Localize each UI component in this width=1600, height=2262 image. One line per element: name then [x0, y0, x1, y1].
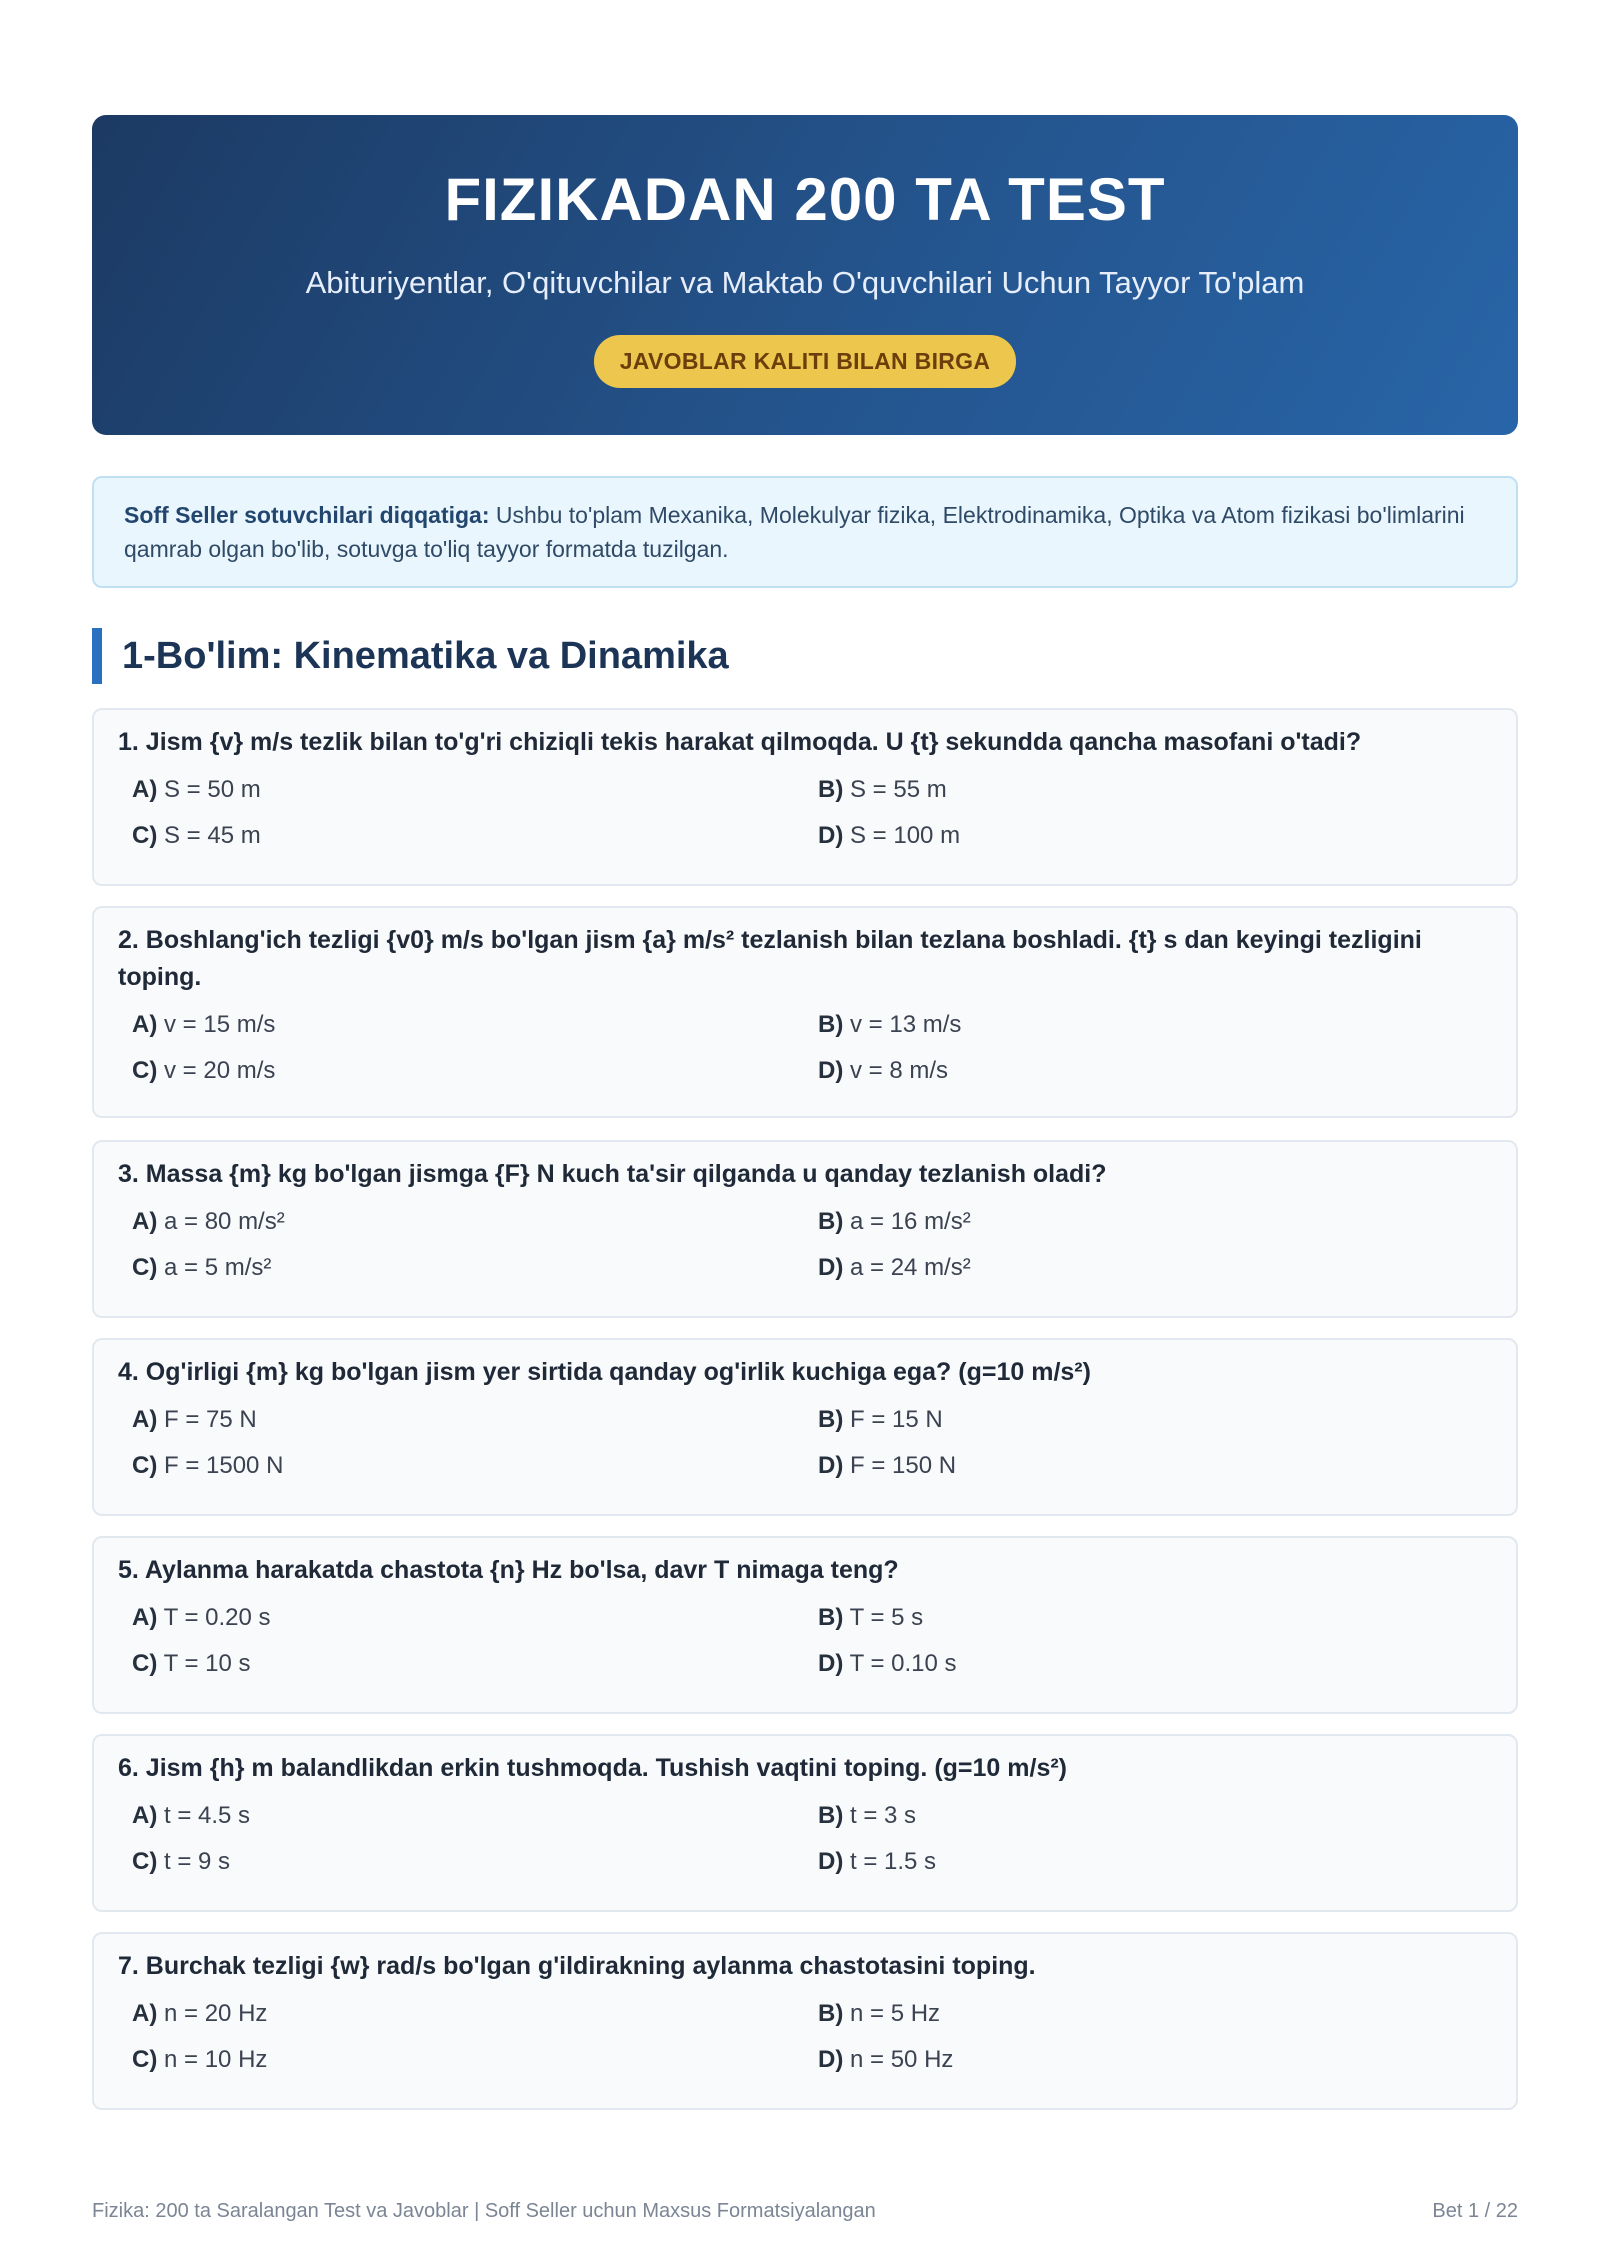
section-title: 1-Bo'lim: Kinematika va Dinamika — [92, 628, 1518, 684]
notice-label: Soff Seller sotuvchilari diqqatiga: — [124, 502, 490, 528]
option-d: D) T = 0.10 s — [818, 1650, 957, 1677]
question-card-1 — [92, 708, 1518, 886]
question-card-7 — [92, 1932, 1518, 2110]
footer-caption: Fizika: 200 ta Saralangan Test va Javoblar | Soff Seller uchun Maxsus Formatsiyalangan — [92, 2200, 876, 2222]
question-card-4 — [92, 1338, 1518, 1516]
option-a: A) S = 50 m — [132, 776, 261, 803]
option-a: A) a = 80 m/s² — [132, 1208, 285, 1235]
page-number: Bet 1 / 22 — [1432, 2200, 1518, 2222]
option-c: C) T = 10 s — [132, 1650, 251, 1677]
option-d: D) S = 100 m — [818, 822, 961, 849]
option-c: C) n = 10 Hz — [132, 2046, 268, 2073]
option-d: D) a = 24 m/s² — [818, 1254, 971, 1281]
question-card-6 — [92, 1734, 1518, 1912]
notice-text: Ushbu to'plam Mexanika, Molekulyar fizika, Elektrodinamika, Optika va Atom fizikasi bo'limlarini qamrab olgan bo'lib, sotuvga to'liq tayyor formatda tuzilgan. — [124, 502, 1465, 562]
page — [92, 0, 1518, 2262]
question-card-3 — [92, 1140, 1518, 1318]
question-text: 5. Aylanma harakatda chastota {n} Hz bo'lsa, davr T nimaga teng? — [118, 1556, 899, 1584]
answer-key-badge: JAVOBLAR KALITI BILAN BIRGA — [594, 335, 1017, 388]
page-subtitle: Abituriyentlar, O'qituvchilar va Maktab O'quvchilari Uchun Tayyor To'plam — [305, 265, 1305, 300]
question-text: 2. Boshlang'ich tezligi {v0} m/s bo'lgan jism {a} m/s² tezlanish bilan tezlana boshladi. {t} s dan keyingi tezligini toping. — [118, 926, 1422, 991]
option-b: B) t = 3 s — [818, 1802, 917, 1829]
question-text: 4. Og'irligi {m} kg bo'lgan jism yer sirtida qanday og'irlik kuchiga ega? (g=10 m/s²) — [118, 1358, 1091, 1386]
option-b: B) v = 13 m/s — [818, 1011, 962, 1038]
option-c: C) v = 20 m/s — [132, 1057, 276, 1084]
question-text: 1. Jism {v} m/s tezlik bilan to'g'ri chiziqli tekis harakat qilmoqda. U {t} sekundda qancha masofani o'tadi? — [118, 728, 1362, 756]
option-d: D) v = 8 m/s — [818, 1057, 949, 1084]
option-a: A) n = 20 Hz — [132, 2000, 268, 2027]
header-banner — [92, 115, 1518, 435]
question-text: 3. Massa {m} kg bo'lgan jismga {F} N kuch ta'sir qilganda u qanday tezlanish oladi? — [118, 1160, 1107, 1188]
seller-notice — [92, 476, 1518, 588]
question-card-5 — [92, 1536, 1518, 1714]
option-b: B) T = 5 s — [818, 1604, 924, 1631]
option-d: D) F = 150 N — [818, 1452, 957, 1479]
option-a: A) v = 15 m/s — [132, 1011, 276, 1038]
option-a: A) T = 0.20 s — [132, 1604, 271, 1631]
page-title: FIZIKADAN 200 TA TEST — [444, 166, 1166, 233]
option-b: B) S = 55 m — [818, 776, 947, 803]
option-a: A) F = 75 N — [132, 1406, 257, 1433]
option-d: D) t = 1.5 s — [818, 1848, 937, 1875]
option-b: B) n = 5 Hz — [818, 2000, 941, 2027]
option-b: B) a = 16 m/s² — [818, 1208, 971, 1235]
option-b: B) F = 15 N — [818, 1406, 943, 1433]
option-c: C) S = 45 m — [132, 822, 261, 849]
option-a: A) t = 4.5 s — [132, 1802, 251, 1829]
question-text: 7. Burchak tezligi {w} rad/s bo'lgan g'ildirakning aylanma chastotasini toping. — [118, 1952, 1036, 1980]
option-c: C) F = 1500 N — [132, 1452, 284, 1479]
question-card-2 — [92, 906, 1518, 1118]
option-c: C) t = 9 s — [132, 1848, 231, 1875]
option-c: C) a = 5 m/s² — [132, 1254, 272, 1281]
question-text: 6. Jism {h} m balandlikdan erkin tushmoqda. Tushish vaqtini toping. (g=10 m/s²) — [118, 1754, 1067, 1782]
option-d: D) n = 50 Hz — [818, 2046, 954, 2073]
